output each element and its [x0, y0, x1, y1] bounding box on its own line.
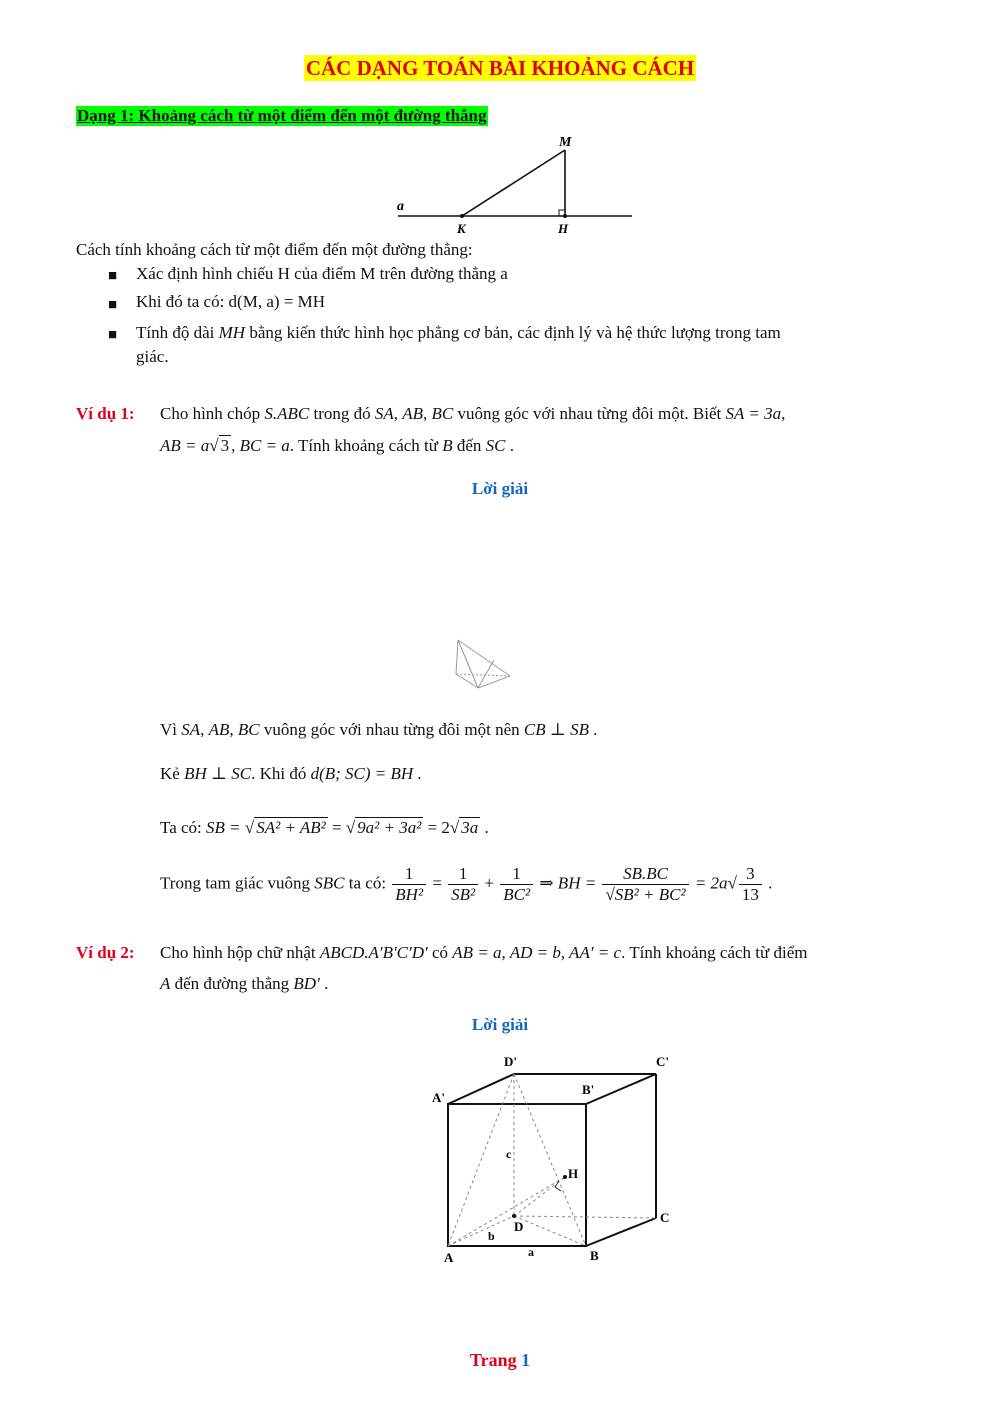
bullet-symbol: ■ [108, 268, 118, 284]
label-H: H [558, 221, 569, 235]
intro-text: Cách tính khoảng cách từ một điểm đến một đường thẳng: [76, 240, 473, 259]
figure-point-line [390, 130, 640, 235]
bullet-3-line1: Tính độ dài MH bằng kiến thức hình học phẳng cơ bản, các định lý và hệ thức lượng trong tam [136, 323, 781, 342]
label-b: b [488, 1229, 495, 1243]
solution1-line3: Ta có: SB = √ SA² + AB² = √ 9a² + 3a² = 2√ 3a . [160, 818, 489, 837]
label-Cp: C' [656, 1054, 669, 1069]
label-C: C [660, 1210, 670, 1225]
label-D: D [514, 1219, 524, 1234]
example2-line2: A đến đường thẳng BD′ . [160, 974, 329, 993]
solution1-line1: Vì SA, AB, BC vuông góc với nhau từng đôi một nên CB ⊥ SB . [160, 720, 598, 739]
label-M: M [559, 135, 572, 150]
example2-label: Ví dụ 2: [76, 943, 135, 962]
page-title: CÁC DẠNG TOÁN BÀI KHOẢNG CÁCH [305, 56, 695, 80]
example1-line1: Cho hình chóp S.ABC trong đó SA, AB, BC vuông góc với nhau từng đôi một. Biết SA = 3a, [160, 404, 786, 423]
bullet-symbol: ■ [108, 297, 118, 313]
bullet-1: Xác định hình chiếu H của điểm M trên đường thẳng a [136, 264, 508, 283]
solution1-line4: Trong tam giác vuông SBC ta có: $\frac{1}{\text{BH²}}$ = $\frac{1}{\text{SB²}}$ + $\frac{1}{\text{BC²}}$ ⇒ BH = $\frac{SB.BC}{\text{√SB² + BC²}}$ = 2a√ $\frac{3}{13}$ . [160, 864, 773, 904]
solution1-line2: Kẻ BH ⊥ SC. Khi đó d(B; SC) = BH . [160, 764, 422, 783]
bullet-2: Khi đó ta có: d(M, a) = MH [136, 292, 326, 311]
section-heading: Dạng 1: Khoảng cách từ một điểm đến một đường thẳng [77, 106, 487, 125]
label-Bp: B' [582, 1082, 595, 1097]
bullet-3-line2: giác. [136, 347, 169, 366]
solution-label: Lời giải [471, 1015, 529, 1034]
figure-pyramid [448, 632, 518, 694]
label-Ap: A' [432, 1090, 445, 1105]
page-footer: Trang 1 [469, 1350, 531, 1370]
bullet-symbol: ■ [108, 327, 118, 343]
label-B: B [590, 1248, 599, 1263]
example2-line1: Cho hình hộp chữ nhật ABCD.A′B′C′D′ có AB = a, AD = b, AA′ = c. Tính khoảng cách từ điểm [160, 943, 808, 962]
label-c: c [506, 1147, 512, 1161]
example1-label: Ví dụ 1: [76, 404, 135, 423]
label-Dp: D' [504, 1054, 517, 1069]
label-A: A [444, 1250, 454, 1265]
example1-line2: AB = a√ 3 , BC = a. Tính khoảng cách từ B đến SC . [160, 436, 514, 455]
label-a: a [397, 199, 404, 214]
label-K: K [457, 221, 466, 235]
figure-box [420, 1050, 690, 1270]
solution-label: Lời giải [471, 479, 529, 498]
label-H: H [568, 1166, 579, 1181]
label-a: a [528, 1245, 534, 1259]
